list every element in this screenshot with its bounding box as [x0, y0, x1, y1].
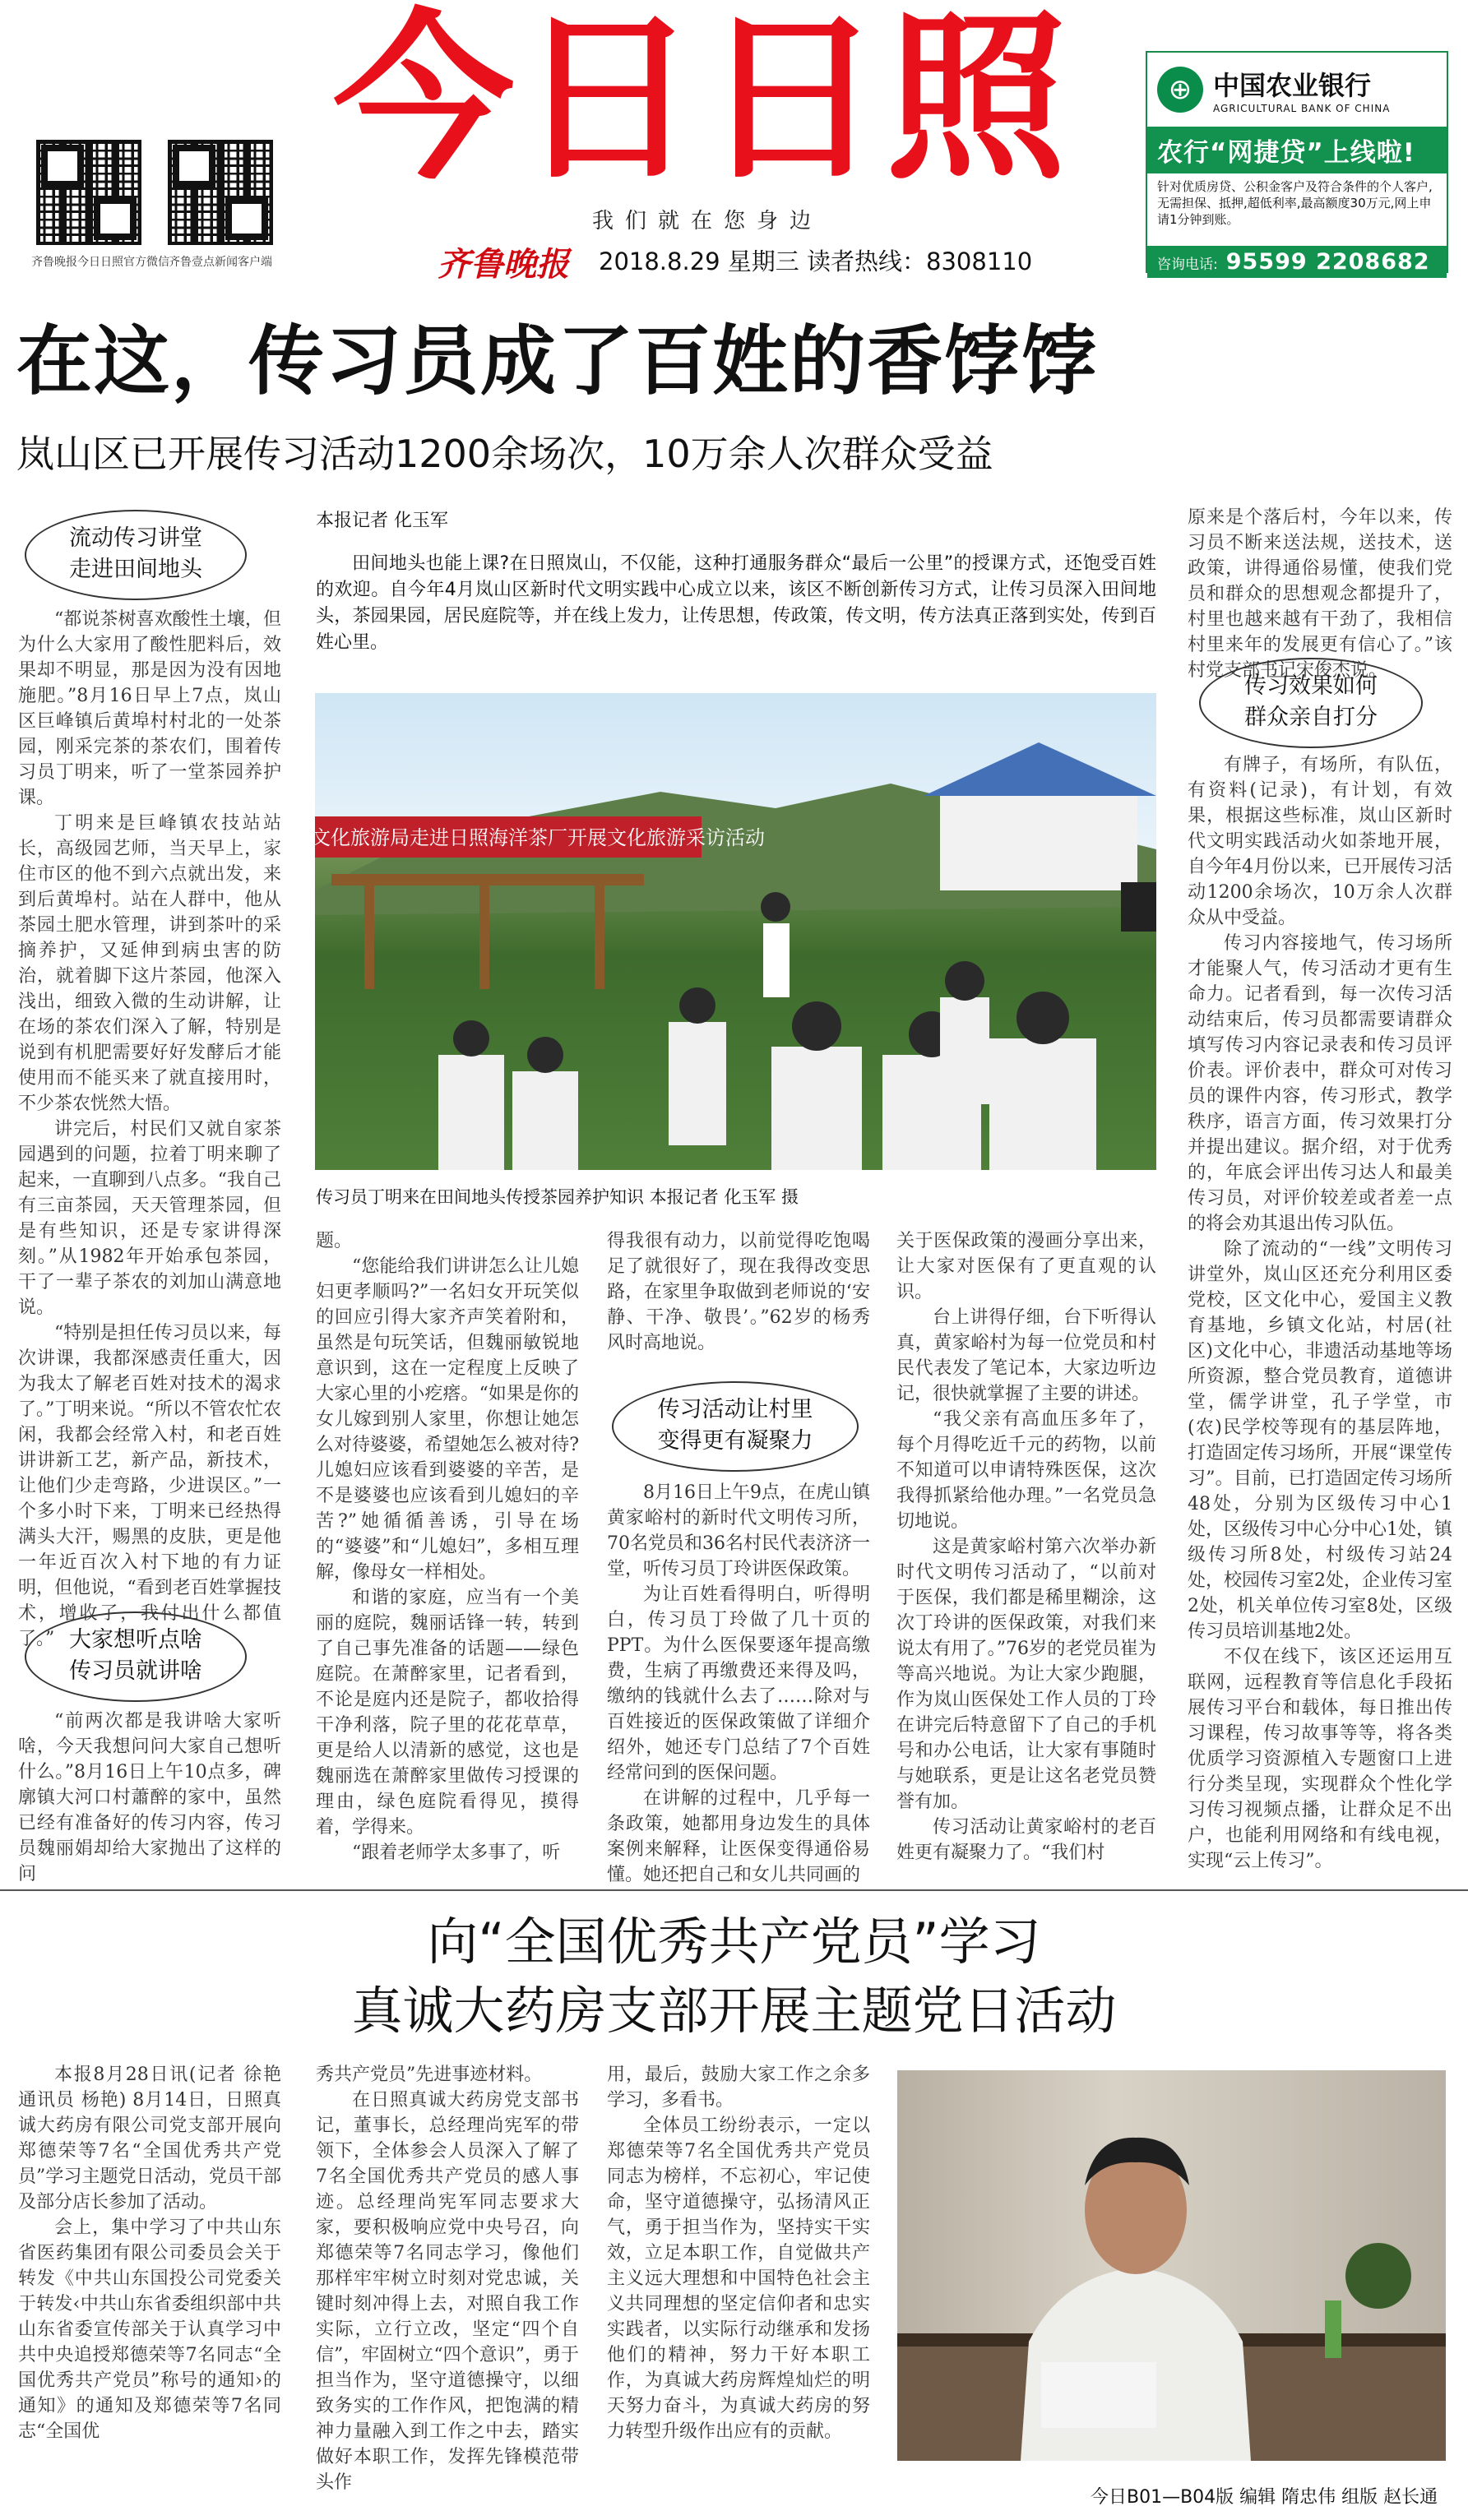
story2-headline-line1: 向“全国优秀共产党员”学习 [427, 1912, 1041, 1972]
ad-phone-bar [1147, 246, 1447, 278]
paragraph: 8月16日上午9点，在虎山镇黄家峪村的新时代文明传习所，70名党员和36名村民代表济济一堂，听传习员丁玲讲医保政策。 [607, 1482, 870, 1579]
ad-headline: 农行“网捷贷”上线啦! [1147, 127, 1447, 173]
paragraph: 关于医保政策的漫画分享出来，让大家对医保有了更直观的认识。 [896, 1231, 1156, 1302]
photo-banner-text: 岚山区文化旅游局走进日照海洋茶厂开展文化旅游采访活动 [252, 826, 765, 849]
paragraph: 在讲解的过程中，几乎每一条政策，她都用身边发生的具体案例来解释，让医保变得通俗易懂。她还把自己和女儿共同画的 [607, 1788, 870, 1885]
ad-phone-number: 95599 2208682 [1225, 249, 1430, 275]
story1-column-5a [1188, 505, 1452, 681]
main-headline: 在这，传习员成了百姓的香饽饽 [16, 317, 1100, 405]
page-footer: 今日B01—B04版 编辑 隋忠伟 组版 赵长通 [1091, 2487, 1438, 2508]
masthead [0, 0, 1468, 296]
paragraph: 除了流动的“一线”文明传习讲堂外，岚山区还充分利用区委党校，区文化中心，爱国主义教育基地，乡镇文化站，村居(社区)文化中心，非遗活动基地等场所资源，整合党员教育，道德讲堂，儒学讲堂，孔子学堂，市(农)民学校等现有的基层阵地，打造固定传习场所，开展“课堂传习”。目前，已打造固定传习场所48处，分别为区级传习中心1处，区级传习中心分中心1处，镇级传习所8处，村级传习站24处，校园传习室2处，企业传习室2处，机关单位传习室8处，区级传习员培训基地2处。 [1188, 1239, 1452, 1642]
paragraph: 丁明来是巨峰镇农技站站长，高级园艺师，当天早上，家住市区的他不到六点就出发，来到后黄埠村。站在人群中，他从茶园土肥水管理，讲到茶叶的采摘养护，又延伸到病虫害的防治，就着脚下这片茶园，他深入浅出，细致入微的生动讲解，让在场的茶农们深入了解，特别是说到有机肥需要好好发酵后才能使用而不能买来了就直接用时，不少茶农恍然大悟。 [18, 813, 281, 1114]
story1-column-1b [18, 1709, 281, 1884]
dateline: 2018.8.29 星期三 读者热线：8308110 [599, 247, 1033, 275]
story1-column-3b [607, 1480, 870, 1885]
brand-logo: 齐鲁晚报 [438, 245, 569, 284]
ad-body: 针对优质房贷、公积金客户及符合条件的个人客户,无需担保、抵押,超低利率,最高额度30万元,网上申请1分钟到账。 [1157, 179, 1433, 227]
qr-caption: 齐鲁晚报今日日照官方微信 [31, 256, 169, 269]
lead-paragraph: 田间地头也能上课?在日照岚山，不仅能，这种打通服务群众“最后一公里”的授课方式，还饱受百姓的欢迎。自今年4月岚山区新时代文明实践中心成立以来，该区不断创新传习方式，让传习员深入田间地头，茶园果园，居民庭院等，并在线上发力，让传思想，传政策，传文明，传方法真正落到实处，传到百姓心里。 [316, 553, 1156, 653]
oval-line: 走进田间地头 [69, 557, 202, 582]
paragraph: 不仅在线下，该区还运用互联网，远程教育等信息化手段拓展传习平台和载体，每日推出传习课程，传习故事等等，将各类优质学习资源植入专题窗口上进行分类呈现，实现群众个性化学习传习视频点播，让群众足不出户，也能利用网络和有线电视，实现“云上传习”。 [1188, 1647, 1452, 1871]
paragraph: 在日照真诚大药房党支部书记，董事长，总经理尚宪军的带领下，全体参会人员深入了解了7名全国优秀共产党员的感人事迹。总经理尚宪军同志要求大家，要积极响应党中央号召，向郑德荣等7名同志学习，像他们那样牢牢树立时刻对党忠诚，关键时刻冲得上去，对照自我工作实际，立行立改，坚定“四个自信”，牢固树立“四个意识”，勇于担当作为，坚守道德操守，以细致务实的工作作风，把饱满的精神力量融入到工作之中去，踏实做好本职工作，发挥先锋模范带头作 [316, 2090, 579, 2493]
paragraph: 得我很有动力，以前觉得吃饱喝足了就很好了，现在我得改变思路，在家里争取做到老师说的‘安静、干净、敬畏’。”62岁的杨秀风时高地说。 [607, 1231, 870, 1353]
photo-caption: 传习员丁明来在田间地头传授茶园养护知识 本报记者 化玉军 摄 [316, 1187, 799, 1207]
paragraph: 这是黄家峪村第六次举办新时代文明传习活动了，“以前对于医保，我们都是稀里糊涂，这次丁玲讲的医保政策，对我们来说太有用了。”76岁的老党员崔为等高兴地说。为让大家少跑腿，作为岚山医保处工作人员的丁玲在讲完后特意留下了自己的手机号和办公电话，让大家有事随时与她联系，更是让这名老党员赞誉有加。 [896, 1537, 1156, 1812]
story2-headline-line2: 真诚大药房支部开展主题党日活动 [351, 1981, 1117, 2041]
oval-line: 传习活动让村里 [657, 1397, 813, 1422]
paragraph: “您能给我们讲讲怎么让儿媳妇更孝顺吗?”一名妇女开玩笑似的回应引得大家齐声笑着附和，虽然是句玩笑话，但魏丽敏锐地意识到，这在一定程度上反映了大家心里的小疙瘩。“如果是你的女儿嫁到别人家里，你想让她怎么对待婆婆，希望她怎么被对待?儿媳妇应该看到婆婆的辛苦，是不是婆婆也应该看到儿媳妇的辛苦?”她循循善诱，引导在场的“婆婆”和“儿媳妇”，多相互理解，像母女一样相处。 [316, 1256, 579, 1583]
paragraph: 会上，集中学习了中共山东省医药集团有限公司委员会关于转发《中共山东国投公司党委关于转发‹中共山东省委组织部中共山东省委宣传部关于认真学习中共中央追授郑德荣等7名同志“全国优秀共产党员”称号的通知›的通知》的通知及郑德荣等7名同志“全国优 [18, 2217, 281, 2442]
paragraph: 原来是个落后村，今年以来，传习员不断来送法规，送技术，送政策，讲得通俗易懂，使我们党员和群众的思想观念都提升了，村里也越来越有干劲了，我相信村里来年的发展更有信心了。”该村党支部书记宋俊杰说。 [1188, 507, 1452, 681]
story2-column-1 [18, 2062, 281, 2490]
bank-advertisement[interactable] [1146, 51, 1448, 273]
newspaper-title: 今日日照 [333, 0, 1071, 204]
ad-phone-label: 咨询电话: [1157, 257, 1218, 273]
section-oval [25, 510, 247, 600]
meeting-photo-illustration [897, 2070, 1446, 2461]
paragraph: “特别是担任传习员以来，每次讲课，我都深感责任重大，因为我太了解老百姓对技术的渴求了。”丁明来说。“所以不管农忙农闲，我都会经常入村，和老百姓讲讲新工艺，新产品，新技术，让他们少走弯路，少进误区。”一个多小时下来，丁明来已经热得满头大汗，赐黑的皮肤，更是他一年近百次入村下地的有力证明，但他说，“看到老百姓掌握技术，增收了，我付出什么都值了。” [18, 1323, 281, 1649]
qr-caption: 齐鲁壹点新闻客户端 [169, 256, 272, 269]
oval-line: 传习员就讲啥 [69, 1658, 202, 1684]
section-oval [25, 1611, 247, 1702]
bank-name-cn: 中国农业银行 [1213, 70, 1372, 101]
paragraph: 讲完后，村民们又就自家茶园遇到的问题，拉着丁明来聊了起来，一直聊到八点多。“我自己有三亩茶园，天天管理茶园，但是有些知识，还是专家讲得深刻。”从1982年开始承包茶园，干了一辈子茶农的刘加山满意地说。 [18, 1119, 281, 1318]
paragraph: 台上讲得仔细，台下听得认真，黄家峪村为每一位党员和村民代表发了笔记本，大家边听边记，很快就掌握了主要的讲述。 [896, 1307, 1156, 1404]
story1-column-3a [607, 1228, 870, 1376]
bank-name-en: AGRICULTURAL BANK OF CHINA [1213, 103, 1391, 114]
qr-code-app[interactable] [163, 140, 278, 270]
field-lecture-photo [252, 693, 1156, 1170]
paragraph: 和谐的家庭，应当有一个美丽的庭院，魏丽话锋一转，转到了自己事先准备的话题——绿色庭院。在萧醉家里，记者看到，不论是庭内还是院子，都收拾得干净利落，院子里的花花草草，更是给人以清新的感觉，这也是魏丽选在萧醉家里做传习授课的理由，绿色庭院看得见，摸得着，学得来。 [316, 1588, 579, 1838]
oval-line: 大家想听点啥 [69, 1627, 202, 1653]
story1-column-5b [1188, 752, 1452, 1875]
paragraph: 传习内容接地气，传习场所才能聚人气，传习活动才更有生命力。记者看到，每一次传习活动结束后，传习员都需要请群众填写传习内容记录表和传习员评价表。评价表中，群众可对传习员的课件内容，传习形式，教学秩序，语言方面，传习效果打分并提出建议。据介绍，对于优秀的，年底会评出传习达人和最美传习员，对评价较差或者差一点的将会劝其退出传习队伍。 [1188, 933, 1452, 1234]
story2-column-3 [607, 2062, 870, 2490]
oval-line: 传习效果如何 [1244, 673, 1378, 699]
qr-code-icon [168, 140, 273, 245]
paragraph: 本报8月28日讯(记者 徐艳 通讯员 杨艳) 8月14日，日照真诚大药房有限公司党支部开展向郑德荣等7名“全国优秀共产党员”学习主题党日活动，党员干部及部分店长参加了活动。 [18, 2065, 281, 2213]
paragraph: 用，最后，鼓励大家工作之余多学习，多看书。 [607, 2065, 870, 2111]
photo-illustration [252, 693, 1156, 1170]
oval-line: 群众亲自打分 [1244, 705, 1378, 730]
paragraph: “我父亲有高血压多年了，每个月得吃近千元的药物，以前不知道可以申请特殊医保，这次我得抓紧给他办理。”一名党员急切地说。 [896, 1409, 1156, 1532]
abc-bank-logo-icon: ⊕ [1157, 67, 1203, 113]
paragraph: “前两次都是我讲啥大家听啥，今天我想问问大家自己想听什么。”8月16日上午10点多，碑廓镇大河口村蕭醉的家中，虽然已经有准备好的传习内容，传习员魏丽娟却给大家抛出了这样的问 [18, 1711, 281, 1884]
paragraph: 传习活动让黄家峪村的老百姓更有凝聚力了。“我们村 [896, 1817, 1156, 1863]
paragraph: “跟着老师学太多事了，听 [352, 1843, 561, 1863]
paragraph: 全体员工纷纷表示，一定以郑德荣等7名全国优秀共产党员同志为榜样，不忘初心，牢记使命，坚守道德操守，弘扬清风正气，勇于担当作为，坚持实干实效，立足本职工作，自觉做共产主义远大理想和中国特色社会主义共同理想的坚定信仰者和忠实实践者，以实际行动继承和发扬他们的精神，努力干好本职工作，为真诚大药房辉煌灿烂的明天努力奋斗，为真诚大药房的努力转型升级作出应有的贡献。 [607, 2115, 870, 2442]
byline: 本报记者 化玉军 [316, 511, 448, 531]
paragraph: 秀共产党员”先进事迹材料。 [316, 2065, 543, 2085]
meeting-photo [897, 2070, 1446, 2461]
oval-line: 流动传习讲堂 [69, 525, 202, 551]
oval-line: 变得更有凝聚力 [657, 1428, 813, 1454]
paragraph: 题。 [316, 1231, 353, 1251]
qr-code-icon [36, 140, 141, 245]
slogan: 我们就在您身边 [592, 209, 823, 234]
story1-column-2 [316, 1228, 579, 1874]
story1-column-4 [896, 1228, 1156, 1874]
paragraph: “都说茶树喜欢酸性土壤，但为什么大家用了酸性肥料后，效果却不明显，那是因为没有因地施肥。”8月16日早上7点，岚山区巨峰镇后黄埠村村北的一处茶园，刚采完茶的茶农们，围着传习员丁明来，听了一堂茶园养护课。 [18, 609, 281, 808]
qr-code-wechat[interactable] [31, 140, 169, 270]
main-subheadline: 岚山区已开展传习活动1200余场次，10万余人次群众受益 [16, 432, 993, 476]
story2-column-2 [316, 2062, 579, 2493]
section-divider [0, 1889, 1468, 1891]
paragraph: 有牌子，有场所，有队伍，有资料(记录)，有计划，有效果，根据这些标准，岚山区新时代文明实践活动火如荼地开展，自今年4月份以来，已开展传习活动1200余场次，10万余人次群众从中受益。 [1188, 755, 1452, 928]
section-oval [612, 1381, 859, 1472]
paragraph: 为让百姓看得明白，听得明白，传习员丁玲做了几十页的PPT。为什么医保要逐年提高缴费，生病了再缴费还来得及吗，缴纳的钱就什么去了……除对与百姓接近的医保政策做了详细介绍外，她还专门总结了7个百姓经常问到的医保问题。 [607, 1584, 870, 1783]
section-oval [1199, 658, 1423, 748]
